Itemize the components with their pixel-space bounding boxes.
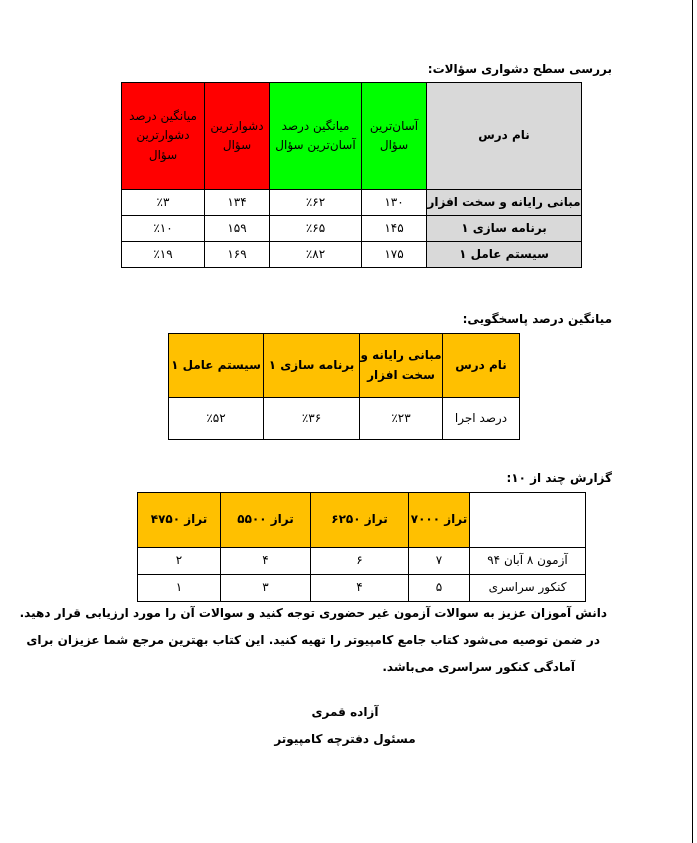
avg-easiest-cell: ٪۸۲ <box>270 242 362 268</box>
level-6250-header: تراز ۶۲۵۰ <box>311 493 409 548</box>
count-cell: ۵ <box>409 575 470 602</box>
count-cell: ۲ <box>138 548 221 575</box>
response-heading: میانگین درصد پاسخگویی: <box>462 312 612 326</box>
paragraph-line-2: در ضمن توصیه می‌شود کتاب جامع کامپیوتر را تهیه کنید. این کتاب بهترین مرجع شما عزیزان برای <box>26 633 600 647</box>
row-label: درصد اجرا <box>443 398 520 440</box>
course-header: نام درس <box>427 83 582 190</box>
hardest-cell: ۱۵۹ <box>205 216 270 242</box>
count-cell: ۶ <box>311 548 409 575</box>
response-header-row <box>169 334 520 398</box>
signature-name: آزاده قمری <box>311 705 379 719</box>
table-row <box>138 548 586 575</box>
report-header-row <box>138 493 586 548</box>
response-table <box>168 333 520 440</box>
course-cell: برنامه سازی ۱ <box>427 216 582 242</box>
percent-cell: ٪۵۲ <box>169 398 264 440</box>
difficulty-header-row <box>122 83 582 190</box>
course-programming-header: برنامه سازی ۱ <box>264 334 360 398</box>
paragraph-line-3: آمادگی کنکور سراسری می‌باشد. <box>382 660 575 674</box>
easiest-cell: ۱۴۵ <box>362 216 427 242</box>
avg-hardest-header: میانگین درصد دشوارترین سؤال <box>122 83 205 190</box>
hardest-header: دشوارترین سؤال <box>205 83 270 190</box>
table-row <box>122 216 582 242</box>
avg-hardest-cell: ٪۱۹ <box>122 242 205 268</box>
count-cell: ۴ <box>311 575 409 602</box>
difficulty-table <box>121 82 582 268</box>
course-cell: مبانی رایانه و سخت افزار <box>427 190 582 216</box>
avg-easiest-header: میانگین درصد آسان‌ترین سؤال <box>270 83 362 190</box>
count-cell: ۷ <box>409 548 470 575</box>
level-7000-header: تراز ۷۰۰۰ <box>409 493 470 548</box>
count-cell: ۱ <box>138 575 221 602</box>
course-header: نام درس <box>443 334 520 398</box>
table-row <box>122 242 582 268</box>
percent-cell: ٪۳۶ <box>264 398 360 440</box>
paragraph-line-1: دانش آموزان عزیز به سوالات آزمون غیر حضوری توجه کنید و سوالات آن را مورد ارزیابی قرار دهید. <box>19 606 607 620</box>
report-table <box>137 492 586 602</box>
level-4750-header: تراز ۴۷۵۰ <box>138 493 221 548</box>
row-label: کنکور سراسری <box>470 575 586 602</box>
row-label: آزمون ۸ آبان ۹۴ <box>470 548 586 575</box>
avg-hardest-cell: ٪۳ <box>122 190 205 216</box>
easiest-cell: ۱۷۵ <box>362 242 427 268</box>
table-row <box>169 398 520 440</box>
level-5500-header: تراز ۵۵۰۰ <box>221 493 311 548</box>
page-right-border <box>692 0 693 843</box>
course-cell: سیستم عامل ۱ <box>427 242 582 268</box>
signature-role: مسئول دفترچه کامپیوتر <box>274 732 416 746</box>
count-cell: ۴ <box>221 548 311 575</box>
avg-easiest-cell: ٪۶۵ <box>270 216 362 242</box>
hardest-cell: ۱۶۹ <box>205 242 270 268</box>
easiest-header: آسان‌ترین سؤال <box>362 83 427 190</box>
percent-cell: ٪۲۳ <box>360 398 443 440</box>
easiest-cell: ۱۳۰ <box>362 190 427 216</box>
count-cell: ۳ <box>221 575 311 602</box>
avg-easiest-cell: ٪۶۲ <box>270 190 362 216</box>
table-row <box>138 575 586 602</box>
course-computer-basics-header: مبانی رایانه و سخت افزار <box>360 334 443 398</box>
difficulty-heading: بررسی سطح دشواری سؤالات: <box>427 62 612 76</box>
blank-header <box>470 493 586 548</box>
report-heading: گزارش چند از ۱۰: <box>506 471 612 485</box>
hardest-cell: ۱۳۴ <box>205 190 270 216</box>
table-row <box>122 190 582 216</box>
course-os-header: سیستم عامل ۱ <box>169 334 264 398</box>
avg-hardest-cell: ٪۱۰ <box>122 216 205 242</box>
